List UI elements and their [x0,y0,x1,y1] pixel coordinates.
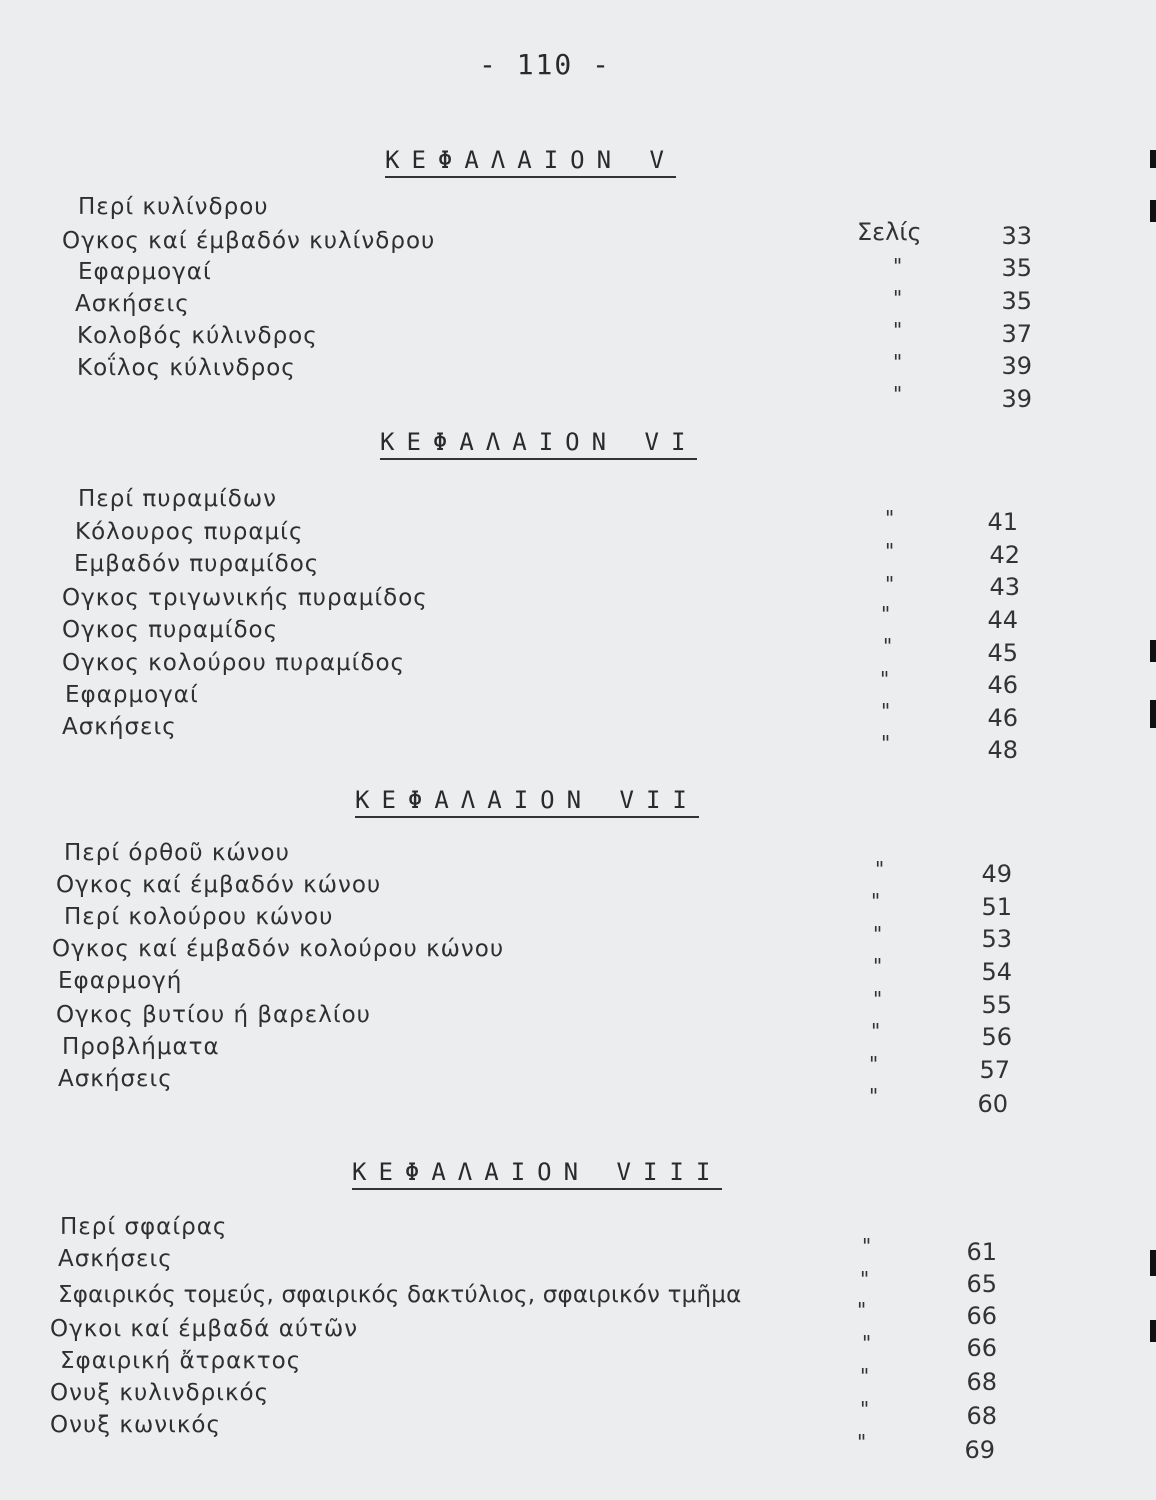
toc-entry: Κοΐλος κύλινδρος [77,355,296,381]
page-ref: 66 [966,1334,997,1362]
chapter-title-vii: ΚΕΦΑΛΑΙΟΝ VII [355,786,699,818]
scan-edge-mark [1150,640,1156,662]
page-ref: 65 [966,1270,997,1298]
page-ref: 60 [977,1090,1008,1118]
ditto-mark: " [883,634,893,658]
toc-entry: Περί κυλίνδρου [78,194,269,220]
toc-entry: Ασκήσεις [75,291,190,317]
page-ref: 48 [987,736,1018,764]
scan-edge-mark [1150,700,1156,728]
ditto-mark: " [873,987,883,1011]
toc-entry: Περί πυραμίδων [78,486,277,512]
ditto-mark: " [893,350,903,374]
toc-entry: Ογκος τριγωνικής πυραμίδος [62,585,428,611]
ditto-mark: " [860,1364,870,1388]
toc-entry: Ογκος καί έμβαδόν κυλίνδρου [62,228,436,254]
ditto-mark: " [857,1298,867,1322]
toc-entry: Ογκος καί έμβαδόν κολούρου κώνου [52,936,505,962]
ditto-mark: " [862,1234,872,1258]
page-ref: 45 [987,639,1018,667]
chapter-title-vi: ΚΕΦΑΛΑΙΟΝ VI [380,428,697,460]
toc-entry: Κόλουρος πυραμίς [75,519,304,545]
toc-entry: Ασκήσεις [58,1246,173,1272]
toc-entry: Ονυξ κυλινδρικός [50,1380,270,1406]
toc-entry: Ασκήσεις [62,714,177,740]
toc-entry: Σφαιρικός τομεύς, σφαιρικός δακτύλιος, σφαιρικόν τμῆμα [58,1282,742,1308]
page-ref: 44 [987,606,1018,634]
ditto-mark: " [881,731,891,755]
toc-entry: Σφαιρική ἄτρακτος [60,1348,302,1374]
page-number: - 110 - [478,48,611,81]
ditto-mark: " [857,1430,867,1454]
toc-entry: Εμβαδόν πυραμίδος [74,551,320,577]
toc-entry: Ασκήσεις [58,1066,173,1092]
toc-entry: Ογκος πυραμίδος [62,617,279,643]
toc-entry: Εφαρμογή [58,968,183,994]
ditto-mark: " [869,1084,879,1108]
page-ref: 43 [989,573,1020,601]
page-ref: 66 [966,1302,997,1330]
page-ref: 33 [1001,222,1032,250]
toc-entry: Ογκος κολούρου πυραμίδος [62,650,406,676]
ditto-mark: " [885,506,895,530]
toc-entry: Προβλήματα [62,1034,220,1060]
toc-entry: Ογκος βυτίου ή βαρελίου [56,1002,371,1028]
ditto-mark: " [893,382,903,406]
ditto-mark: " [860,1397,870,1421]
ditto-mark: " [862,1331,872,1355]
page-ref: 39 [1001,352,1032,380]
page-ref: 49 [981,860,1012,888]
toc-entry: Περί όρθοῦ κώνου [64,840,290,866]
page-ref: 35 [1001,254,1032,282]
scan-edge-mark [1150,150,1156,168]
scan-edge-mark [1150,1250,1156,1276]
selis-label: Σελίς [857,218,922,246]
page-ref: 68 [966,1368,997,1396]
toc-entry: Ογκοι καί έμβαδά αύτῶν [50,1316,359,1342]
page-ref: 39 [1001,385,1032,413]
ditto-mark: " [860,1267,870,1291]
ditto-mark: " [871,889,881,913]
ditto-mark: " [885,539,895,563]
page-ref: 46 [987,704,1018,732]
toc-entry: Κολοβός κύλινδρος [77,323,318,349]
toc-entry: Εφαρμογαί [78,259,212,285]
ditto-mark: " [873,922,883,946]
page-ref: 69 [964,1436,995,1464]
page-ref: 37 [1001,320,1032,348]
ditto-mark: " [893,286,903,310]
ditto-mark: " [893,254,903,278]
ditto-mark: " [871,1019,881,1043]
page-ref: 57 [979,1056,1010,1084]
ditto-mark: " [893,318,903,342]
toc-entry: Περί κολούρου κώνου [64,904,334,930]
toc-entry: Εφαρμογαί [65,682,199,708]
ditto-mark: " [869,1052,879,1076]
ditto-mark: " [885,572,895,596]
toc-entry: Ογκος καί έμβαδόν κώνου [56,872,382,898]
page-ref: 41 [987,508,1018,536]
page-ref: 42 [989,541,1020,569]
page-ref: 68 [966,1402,997,1430]
scan-edge-mark [1150,200,1156,222]
ditto-mark: " [873,954,883,978]
page-ref: 56 [981,1023,1012,1051]
page-ref: 55 [981,991,1012,1019]
page-ref: 54 [981,958,1012,986]
scan-edge-mark [1150,1320,1156,1342]
page-ref: 61 [966,1238,997,1266]
page-ref: 46 [987,671,1018,699]
toc-entry: Ονυξ κωνικός [50,1412,221,1438]
ditto-mark: " [875,857,885,881]
page-ref: 35 [1001,287,1032,315]
chapter-title-viii: ΚΕΦΑΛΑΙΟΝ VIII [352,1158,722,1190]
page-ref: 53 [981,925,1012,953]
ditto-mark: " [881,699,891,723]
ditto-mark: " [880,667,890,691]
chapter-title-v: ΚΕΦΑΛΑΙΟΝ V [385,146,676,178]
ditto-mark: " [881,602,891,626]
page-ref: 51 [981,893,1012,921]
toc-entry: Περί σφαίρας [60,1214,228,1240]
